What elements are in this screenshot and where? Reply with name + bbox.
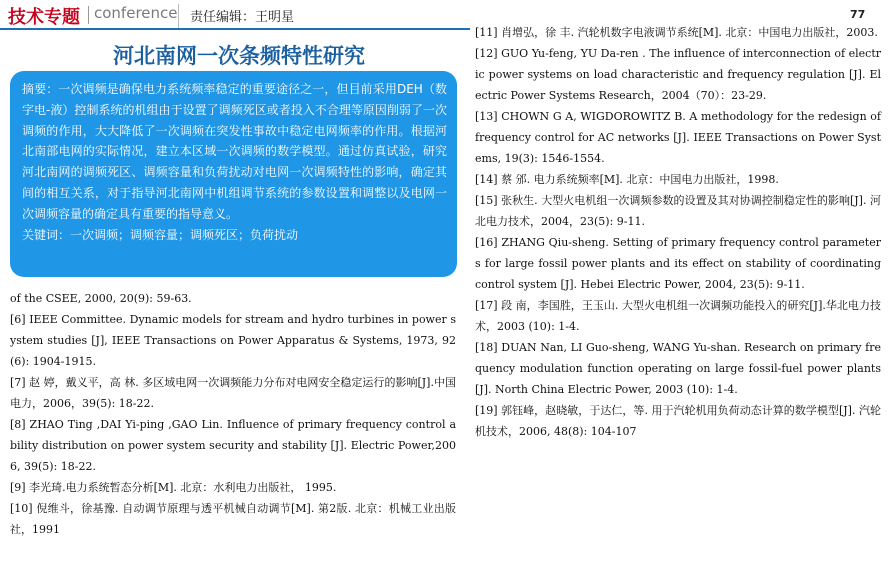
article-title: 河北南网一次条频特性研究 bbox=[113, 44, 365, 68]
reference-item: [19] 郭钰峰，赵晓敏，于达仁，等. 用于汽轮机用负荷动态计算的数学模型[J]. 汽轮机技术，2006, 48(8): 104-107 bbox=[475, 404, 881, 438]
reference-item: [8] ZHAO Ting ,DAI Yi-ping ,GAO Lin. Influence of primary frequency control ability distribution on power system security and stability [J]. Electric Power,2006, 39(5): 18-22. bbox=[10, 418, 456, 473]
reference-item: [18] DUAN Nan, LI Guo-sheng, WANG Yu-shan. Research on primary frequency modulation function operating on large fossil-fuel power plants [J]. North China Electric Power, 2003 (10): 1-4. bbox=[475, 341, 881, 396]
section-brand-english: conference bbox=[94, 4, 178, 22]
page-number: 77 bbox=[850, 8, 866, 21]
reference-item: [7] 赵 婷，戴义平，高 林. 多区域电网一次调频能力分布对电网安全稳定运行的影响[J].中国电力，2006，39(5): 18-22. bbox=[10, 376, 456, 410]
header-divider bbox=[178, 4, 179, 28]
reference-item: [14] 蔡 邠. 电力系统频率[M]. 北京：中国电力出版社，1998. bbox=[475, 173, 779, 186]
references-left-column bbox=[10, 288, 456, 540]
reference-item: [13] CHOWN G A, WIGDOROWITZ B. A methodology for the redesign of frequency control for AC networks [J]. IEEE Transactions on Power Systems, 19(3): 1546-1554. bbox=[475, 110, 881, 165]
reference-item: of the CSEE, 2000, 20(9): 59-63. bbox=[10, 292, 192, 305]
references-right-column bbox=[475, 22, 881, 442]
reference-item: [15] 张秋生. 大型火电机组一次调频参数的设置及其对协调控制稳定性的影响[J]. 河北电力技术，2004，23(5): 9-11. bbox=[475, 194, 881, 228]
header-rule bbox=[0, 28, 470, 30]
responsible-editor: 责任编辑：王明星 bbox=[190, 10, 295, 25]
abstract-text: 摘要：一次调频是确保电力系统频率稳定的重要途径之一，但目前采用DEH（数字电-液）控制系统的机组由于设置了调频死区或者投入不合理等原因削弱了一次调频的作用，大大降低了一次调频在突发性事故中稳定电网频率的作用。根据河北南部电网的实际情况，建立本区域一次调频的数学模型。通过仿真试验，研究河北南网的调频死区、调频容量和负荷扰动对电网一次调频特性的影响，确定其间的相互关系，对于指导河北南网中机组调节系统的参数设置和调整以及电网一次调频容量的确定具有重要的指导意义。 bbox=[22, 82, 447, 221]
reference-item: [10] 倪维斗，徐基豫. 自动调节原理与透平机械自动调节[M]. 第2版. 北京：机械工业出版社，1991 bbox=[10, 502, 456, 536]
reference-item: [16] ZHANG Qiu-sheng. Setting of primary frequency control parameters for large fossil power plants and its effect on stability of coordinating control system [J]. Hebei Electric Power, 2004, 23(5): 9-11. bbox=[475, 236, 881, 291]
reference-item: [6] IEEE Committee. Dynamic models for stream and hydro turbines in power system studies [J], IEEE Transactions on Power Apparatus & Systems, 1973, 92(6): 1904-1915. bbox=[10, 313, 456, 368]
keywords-text: 关键词：一次调频；调频容量；调频死区；负荷扰动 bbox=[22, 227, 299, 242]
reference-item: [9] 李光琦.电力系统暂态分析[M]. 北京：水利电力出版社， 1995. bbox=[10, 481, 337, 494]
reference-item: [17] 段 南，李国胜，王玉山. 大型火电机组一次调频功能投入的研究[J].华北电力技术，2003 (10): 1-4. bbox=[475, 299, 881, 333]
abstract-box bbox=[10, 71, 457, 277]
brand-divider bbox=[88, 6, 89, 24]
reference-item: [12] GUO Yu-feng, YU Da-ren . The influence of interconnection of electric power systems on load characteristic and frequency regulation [J]. Electric Power Systems Research，2004（70）：23-29. bbox=[475, 47, 881, 102]
section-brand: 技术专题 bbox=[8, 7, 80, 28]
reference-item: [11] 肖增弘，徐 丰. 汽轮机数字电液调节系统[M]. 北京：中国电力出版社，2003. bbox=[475, 26, 878, 39]
